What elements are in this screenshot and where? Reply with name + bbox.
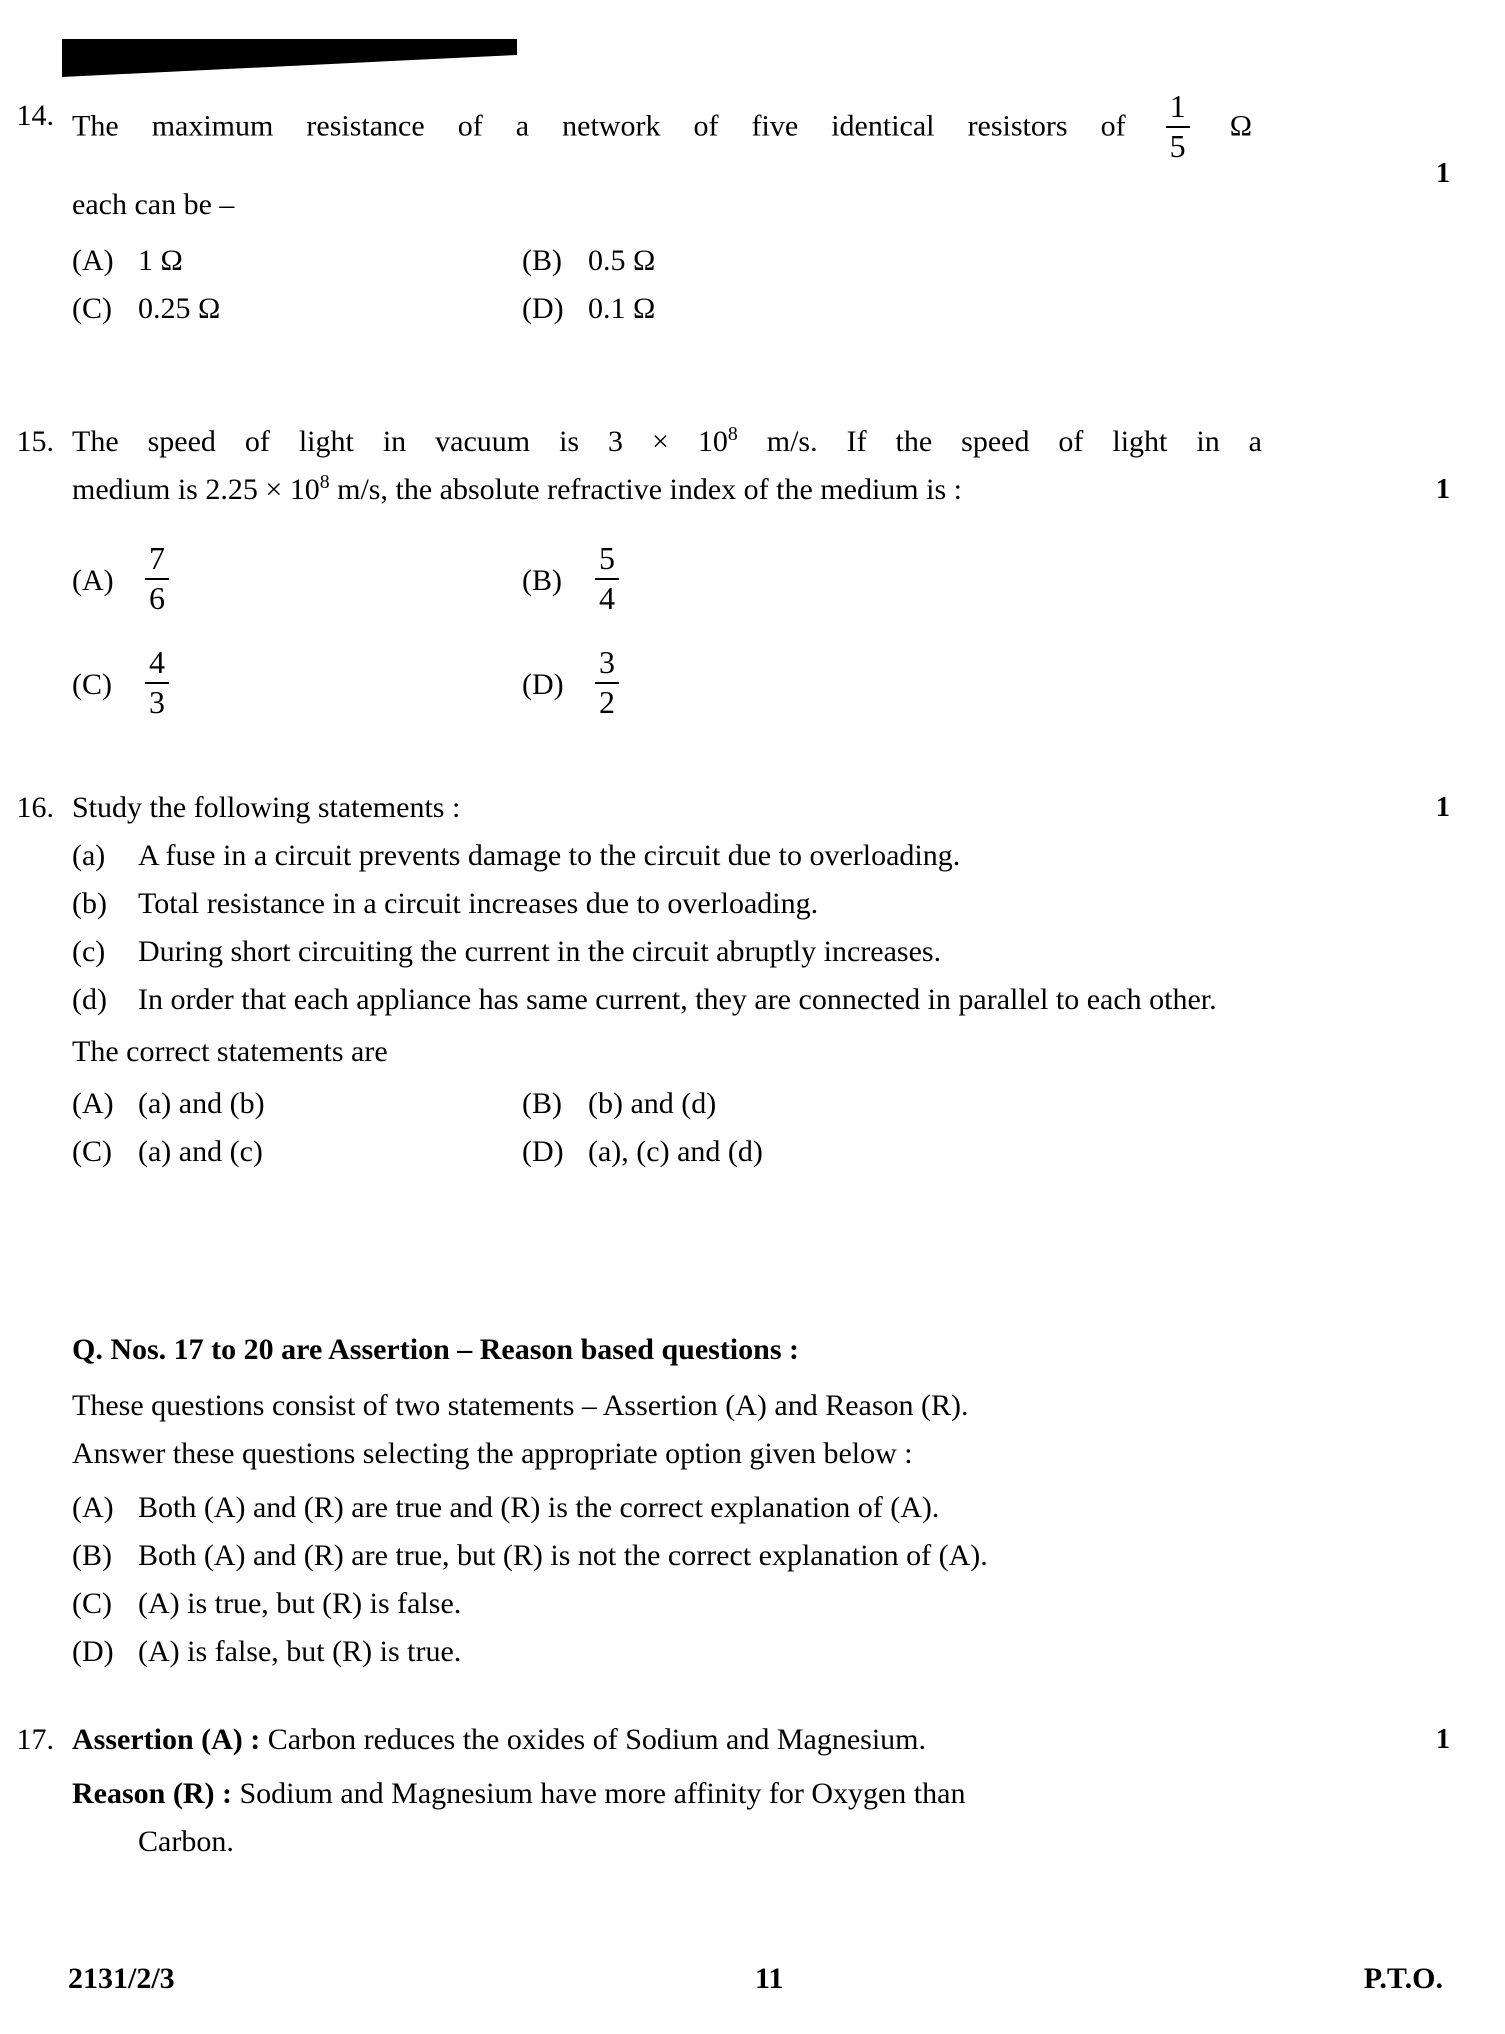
question-16-prompt: The correct statements are (72, 1035, 388, 1068)
option-label: (A) (72, 564, 114, 597)
option-text: Both (A) and (R) are true, but (R) is not the correct explanation of (A). (138, 1539, 988, 1572)
question-15-marks: 1 (1436, 474, 1450, 505)
question-14-stem-fraction (1166, 90, 1190, 163)
reason-label: Reason (R) : (72, 1777, 232, 1810)
question-16-statement-a (72, 832, 1347, 880)
ar-section-heading: Q. Nos. 17 to 20 are Assertion – Reason based questions : (72, 1333, 799, 1366)
statement-label: (b) (72, 887, 107, 920)
option-b-fraction (595, 542, 619, 615)
option-label: (A) (72, 1491, 114, 1524)
ar-option-a[interactable] (72, 1484, 1347, 1532)
question-15-options (72, 536, 1347, 730)
assertion-label: Assertion (A) : (72, 1723, 261, 1756)
option-text: 0.25 Ω (138, 292, 221, 326)
option-label: (D) (72, 1635, 114, 1668)
question-17-assertion (72, 1716, 1347, 1764)
fraction-numerator: 7 (145, 542, 169, 580)
question-16-option-c[interactable] (72, 1128, 522, 1176)
question-15-exponent-2: 8 (319, 471, 330, 493)
option-text: (A) is false, but (R) is true. (138, 1635, 462, 1668)
option-text: (A) is true, but (R) is false. (138, 1587, 462, 1620)
option-text: (a), (c) and (d) (588, 1135, 763, 1168)
assertion-text: Carbon reduces the oxides of Sodium and Magnesium. (260, 1723, 927, 1756)
question-14-stem-line2: each can be – (72, 188, 235, 222)
paper-code: 2131/2/3 (68, 1962, 175, 1995)
fraction-denominator: 3 (149, 684, 165, 720)
option-label: (D) (522, 1135, 564, 1168)
option-label: (D) (522, 292, 564, 326)
option-text: (b) and (d) (588, 1087, 717, 1120)
fraction-denominator: 4 (599, 580, 615, 616)
question-15-stem-a: The speed of light in vacuum is 3 × 10 (72, 425, 728, 458)
ar-section-intro-line-1: These questions consist of two statements – Assertion (A) and Reason (R). (72, 1389, 969, 1422)
ar-option-d[interactable] (72, 1628, 1347, 1676)
option-label: (C) (72, 1587, 112, 1620)
page-number: 11 (755, 1962, 784, 1995)
question-15-stem-b: m/s. If the speed of light in a (737, 425, 1262, 458)
question-14-option-c[interactable] (72, 285, 522, 333)
question-16-statement-c (72, 928, 1347, 976)
question-15-option-b[interactable] (522, 536, 1347, 626)
option-label: (C) (72, 292, 112, 326)
option-text: 1 Ω (138, 244, 183, 278)
question-14-stem-line1 (72, 88, 1253, 165)
question-15-option-c[interactable] (72, 640, 522, 730)
option-label: (C) (72, 1135, 112, 1168)
option-label: (A) (72, 244, 114, 278)
question-17-reason-line-2: Carbon. (138, 1825, 234, 1858)
option-text: 0.5 Ω (588, 244, 656, 278)
question-15-option-d[interactable] (522, 640, 1347, 730)
option-text: Both (A) and (R) are true and (R) is the correct explanation of (A). (138, 1491, 940, 1524)
question-14-option-d[interactable] (522, 285, 1347, 333)
option-label: (C) (72, 668, 112, 701)
statement-text: In order that each appliance has same current, they are connected in parallel to each other. (138, 983, 1217, 1016)
statement-label: (c) (72, 935, 106, 968)
statement-text: A fuse in a circuit prevents damage to the circuit due to overloading. (138, 839, 961, 872)
question-14-ohm-symbol: Ω (1229, 109, 1253, 143)
question-15-number: 15. (16, 425, 54, 458)
reason-text: Sodium and Magnesium have more affinity for Oxygen than (231, 1777, 966, 1810)
page-footer (0, 1962, 1505, 1996)
question-16-statement-list (72, 832, 1347, 1024)
option-label: (B) (522, 244, 562, 278)
question-16-statement-d (72, 976, 1347, 1024)
question-17 (0, 1716, 1505, 1866)
statement-label: (a) (72, 839, 106, 872)
statement-text: Total resistance in a circuit increases due to overloading. (138, 887, 819, 920)
option-label: (A) (72, 1087, 114, 1120)
option-text: 0.1 Ω (588, 292, 656, 326)
statement-label: (d) (72, 983, 107, 1016)
fraction-denominator: 5 (1169, 127, 1186, 164)
ar-option-b[interactable] (72, 1532, 1347, 1580)
option-text: (a) and (c) (138, 1135, 263, 1168)
ar-option-c[interactable] (72, 1580, 1347, 1628)
ar-section-intro-line-2: Answer these questions selecting the appropriate option given below : (72, 1437, 913, 1470)
scan-artifact-wedge (62, 39, 517, 77)
question-16-marks: 1 (1436, 792, 1450, 823)
question-15-stem-line2 (72, 466, 1262, 514)
question-14-marks: 1 (1436, 158, 1450, 189)
option-label: (B) (522, 1087, 562, 1120)
fraction-numerator: 1 (1166, 90, 1190, 128)
option-d-fraction (595, 646, 619, 719)
question-15-stem-line1 (72, 418, 1262, 466)
question-17-number: 17. (16, 1723, 54, 1756)
question-14-number: 14. (16, 99, 54, 132)
question-14-option-b[interactable] (522, 237, 1347, 285)
question-15-stem-d: m/s, the absolute refractive index of the medium is : (329, 473, 962, 506)
question-17-reason (72, 1770, 1347, 1818)
question-17-marks: 1 (1436, 1724, 1450, 1755)
assertion-reason-section (0, 1326, 1505, 1676)
question-15-stem-c: medium is 2.25 × 10 (72, 473, 320, 506)
option-label: (B) (522, 564, 562, 597)
option-label: (B) (72, 1539, 112, 1572)
question-14 (0, 88, 1505, 333)
option-c-fraction (145, 646, 169, 719)
question-16-options (72, 1080, 1347, 1176)
question-14-options (72, 237, 1347, 333)
question-16-stem: Study the following statements : (72, 791, 461, 824)
question-16-number: 16. (16, 791, 54, 824)
question-16 (0, 784, 1505, 1176)
pto-label: P.T.O. (1363, 1962, 1443, 1995)
fraction-denominator: 2 (599, 684, 615, 720)
option-text: (a) and (b) (138, 1087, 265, 1120)
fraction-numerator: 3 (595, 646, 619, 684)
question-15-option-a[interactable] (72, 536, 522, 626)
fraction-numerator: 4 (145, 646, 169, 684)
question-16-option-a[interactable] (72, 1080, 522, 1128)
question-16-option-d[interactable] (522, 1128, 1347, 1176)
option-label: (D) (522, 668, 564, 701)
question-15-exponent-1: 8 (727, 423, 738, 445)
ar-section-options (72, 1484, 1347, 1676)
question-15 (0, 418, 1505, 730)
question-16-statement-b (72, 880, 1347, 928)
option-a-fraction (145, 542, 169, 615)
fraction-numerator: 5 (595, 542, 619, 580)
question-16-option-b[interactable] (522, 1080, 1347, 1128)
statement-text: During short circuiting the current in the circuit abruptly increases. (138, 935, 942, 968)
question-14-stem-text: The maximum resistance of a network of five identical resistors of (72, 109, 1126, 143)
question-14-option-a[interactable] (72, 237, 522, 285)
fraction-denominator: 6 (149, 580, 165, 616)
